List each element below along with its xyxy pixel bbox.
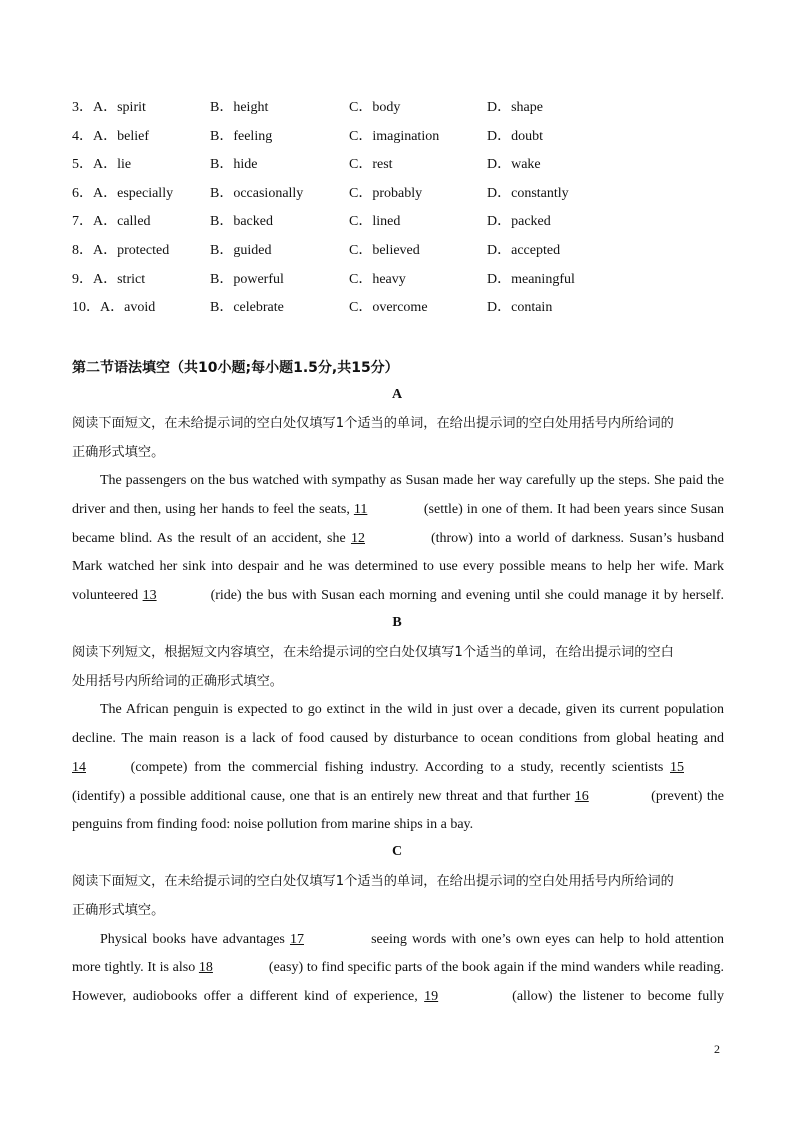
part-c-label: C	[391, 844, 403, 859]
passage-line	[72, 987, 724, 1007]
part-b-label: B	[392, 615, 402, 630]
blank-18[interactable]: 18	[198, 960, 213, 975]
option-c: C．heavy	[349, 271, 406, 287]
passage-text: (identify) a possible additional cause, one that is an entirely new threat and that further	[72, 789, 575, 804]
passage-text: (prevent) the	[646, 789, 724, 804]
option-a: 10．A．avoid	[72, 300, 156, 316]
option-d: D．packed	[487, 214, 551, 230]
blank-19[interactable]: 19	[424, 989, 439, 1004]
blank-15[interactable]: 15	[670, 760, 684, 775]
passage-text: (settle) in one of them. It had been years since Susan	[423, 502, 725, 517]
option-d: D．meaningful	[487, 271, 575, 287]
option-d: D．wake	[487, 157, 541, 173]
option-c: C．probably	[349, 185, 423, 201]
passage-line	[72, 958, 724, 978]
option-a: 5．A．lie	[72, 157, 132, 173]
passage-line: decline. The main reason is a lack of food caused by disturbance to ocean conditions from global heating and	[72, 731, 724, 746]
passage-line: The passengers on the bus watched with sympathy as Susan made her way carefully up the steps. She paid the	[100, 473, 724, 488]
part-b-instruction: 处用括号内所给词的正确形式填空。	[72, 674, 283, 689]
passage-text: driver and then, using her hands to feel the seats,	[72, 502, 354, 517]
passage-line	[72, 500, 724, 520]
option-a: 4．A．belief	[72, 128, 149, 144]
option-c: C．believed	[349, 242, 420, 258]
passage-line	[72, 758, 724, 778]
option-b: B．occasionally	[210, 185, 304, 201]
blank-12[interactable]: 12	[350, 531, 365, 546]
passage-text: (allow) the listener to become fully	[512, 989, 724, 1004]
option-b: B．height	[210, 100, 269, 115]
option-c: C．rest	[349, 157, 393, 173]
option-a: 6．A．especially	[72, 185, 174, 201]
part-c-instruction: 阅读下面短文，在未给提示词的空白处仅填写1个适当的单词，在给出提示词的空白处用括号内所给词的	[72, 874, 674, 889]
blank-16[interactable]: 16	[574, 789, 589, 804]
blank-11[interactable]: 11	[353, 502, 368, 517]
part-c-instruction: 正确形式填空。	[72, 903, 165, 918]
option-c: C．body	[349, 100, 401, 115]
option-c: C．lined	[349, 214, 401, 230]
option-a: 7．A．called	[72, 214, 151, 230]
section-heading: 第二节语法填空（共10小题;每小题1.5分,共15分）	[72, 360, 399, 376]
passage-line: penguins from finding food: noise pollution from marine ships in a bay.	[72, 817, 474, 832]
passage-line	[72, 586, 724, 606]
passage-text: seeing words with one’s own eyes can help to hold attention	[365, 932, 724, 947]
part-a-label: A	[391, 387, 403, 402]
part-a-instruction: 正确形式填空。	[72, 445, 165, 460]
passage-text: (throw) into a world of darkness. Susan’s husband	[430, 531, 724, 546]
option-b: B．backed	[210, 214, 273, 230]
blank-14[interactable]: 14	[72, 760, 86, 775]
option-d: D．shape	[487, 100, 543, 115]
passage-line	[72, 787, 724, 807]
passage-line: The African penguin is expected to go extinct in the wild in just over a decade, given its current population	[100, 702, 724, 717]
option-b: B．celebrate	[210, 300, 284, 316]
passage-text: volunteered	[72, 588, 143, 603]
part-b-instruction: 阅读下列短文，根据短文内容填空，在未给提示词的空白处仅填写1个适当的单词，在给出提示词的空白	[72, 645, 674, 660]
option-a: 9．A．strict	[72, 271, 146, 287]
passage-line	[72, 529, 724, 549]
passage-text: Physical books have advantages	[100, 932, 290, 947]
passage-text: (compete) from the commercial fishing industry. According to a study, recently scientists	[124, 760, 670, 775]
option-b: B．hide	[210, 157, 258, 173]
option-b: B．powerful	[210, 271, 284, 287]
option-a: 8．A．protected	[72, 242, 170, 258]
option-d: D．accepted	[487, 242, 561, 258]
part-a-instruction: 阅读下面短文，在未给提示词的空白处仅填写1个适当的单词，在给出提示词的空白处用括号内所给词的	[72, 416, 674, 431]
option-b: B．feeling	[210, 128, 273, 144]
passage-text: became blind. As the result of an accident, she	[72, 531, 351, 546]
option-c: C．imagination	[349, 128, 440, 144]
blank-17[interactable]: 17	[289, 932, 304, 947]
passage-line: Mark watched her sink into despair and he was determined to use every possible means to help her wife. Mark	[72, 559, 724, 574]
option-d: D．contain	[487, 300, 553, 316]
option-c: C．overcome	[349, 300, 428, 316]
blank-13[interactable]: 13	[142, 588, 157, 603]
option-d: D．doubt	[487, 128, 543, 144]
passage-text: (ride) the bus with Susan each morning and evening until she could manage it by herself.	[210, 588, 724, 603]
page-number: 2	[714, 1042, 720, 1056]
passage-line	[72, 930, 724, 950]
option-a: 3．A．spirit	[72, 100, 146, 115]
passage-text: more tightly. It is also	[72, 960, 199, 975]
option-b: B．guided	[210, 242, 272, 258]
passage-text: (easy) to find specific parts of the book again if the mind wanders while reading.	[268, 960, 725, 975]
passage-text: However, audiobooks offer a different kind of experience,	[72, 989, 425, 1004]
option-d: D．constantly	[487, 185, 569, 201]
